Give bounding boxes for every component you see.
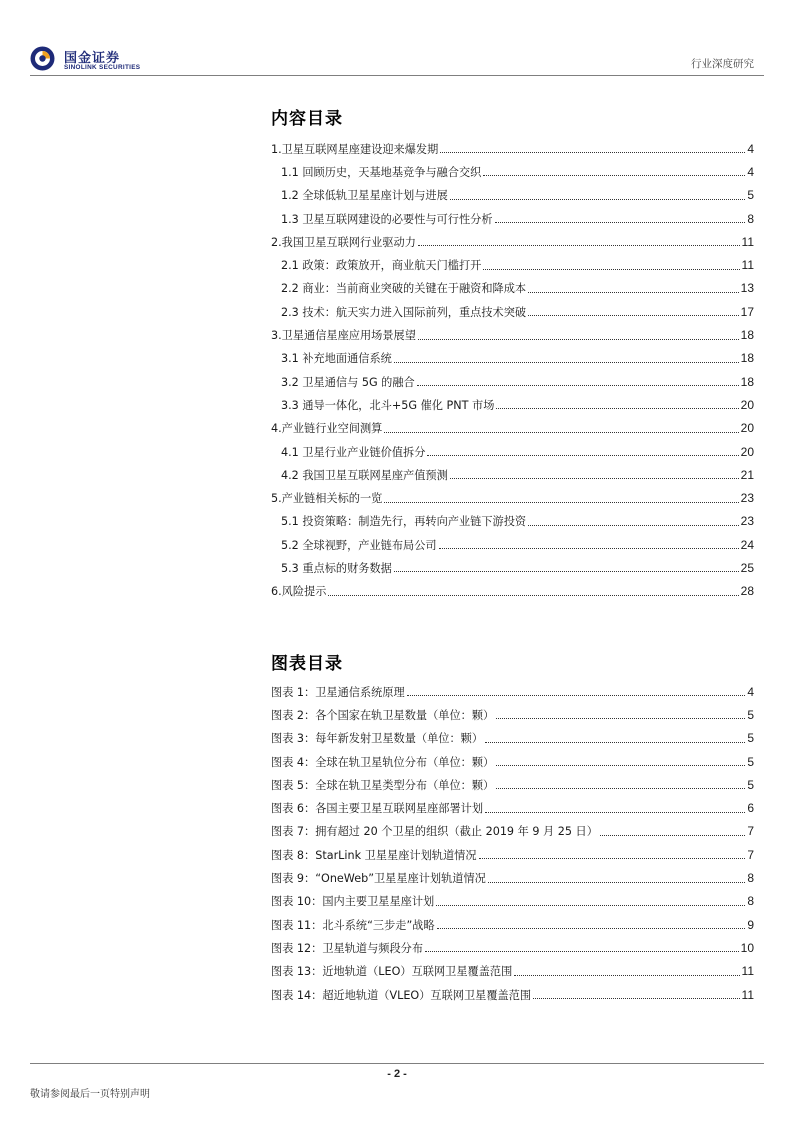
figure-entry-label: 图表 12：卫星轨道与频段分布 xyxy=(271,941,424,955)
toc-entry-page-number: 23 xyxy=(740,491,754,506)
figure-entry[interactable] xyxy=(271,936,754,959)
toc-entry[interactable] xyxy=(271,463,754,486)
dot-leader xyxy=(437,928,746,929)
toc-entry-label: 5.3 重点标的财务数据 xyxy=(281,561,392,575)
dot-leader xyxy=(394,571,739,572)
toc-entry-page-number: 23 xyxy=(740,514,754,529)
dot-leader xyxy=(407,695,746,696)
toc-entry-page-number: 20 xyxy=(740,444,754,459)
company-logo xyxy=(30,46,180,74)
dot-leader xyxy=(496,765,745,766)
toc-entry-page-number: 13 xyxy=(740,281,754,296)
figure-entry[interactable] xyxy=(271,727,754,750)
toc-entry-label: 4.1 卫星行业产业链价值拆分 xyxy=(281,445,426,459)
figure-list-title: 图表目录 xyxy=(271,654,343,674)
dot-leader xyxy=(485,742,745,743)
toc-entry[interactable] xyxy=(271,510,754,533)
figure-entry-page-number: 10 xyxy=(740,940,754,955)
dot-leader xyxy=(600,835,745,836)
toc-entry-label: 5.2 全球视野，产业链布局公司 xyxy=(281,538,437,552)
toc-entry-page-number: 5 xyxy=(747,188,754,203)
toc-entry-page-number: 18 xyxy=(740,351,754,366)
toc-entry-page-number: 18 xyxy=(740,328,754,343)
figure-entry[interactable] xyxy=(271,913,754,936)
toc-entry-label: 3.3 通导一体化，北斗+5G 催化 PNT 市场 xyxy=(281,398,495,412)
figure-entry[interactable] xyxy=(271,703,754,726)
figure-entry[interactable] xyxy=(271,750,754,773)
toc-entry[interactable] xyxy=(271,486,754,509)
dot-leader xyxy=(483,175,745,176)
figure-entry[interactable] xyxy=(271,890,754,913)
toc-entry-page-number: 20 xyxy=(740,397,754,412)
toc-entry-label: 3.1 补充地面通信系统 xyxy=(281,352,392,366)
dot-leader xyxy=(436,905,745,906)
sinolink-logo-icon xyxy=(30,46,55,71)
figure-entry-page-number: 5 xyxy=(747,777,754,792)
figure-entry-label: 图表 2：各个国家在轨卫星数量（单位：颗） xyxy=(271,708,495,722)
dot-leader xyxy=(496,718,745,719)
toc-entry-page-number: 11 xyxy=(741,234,754,249)
figure-entry-page-number: 7 xyxy=(747,847,754,862)
toc-entry[interactable] xyxy=(271,393,754,416)
toc-entry-label: 1.1 回顾历史，天基地基竞争与融合交织 xyxy=(281,165,482,179)
figure-entry-label: 图表 7：拥有超过 20 个卫星的组织（截止 2019 年 9 月 25 日） xyxy=(271,825,598,839)
dot-leader xyxy=(528,315,739,316)
figure-entry-label: 图表 11：北斗系统“三步走”战略 xyxy=(271,918,435,932)
toc-entry-label: 2.1 政策：政策放开，商业航天门槛打开 xyxy=(281,259,482,273)
logo-chinese-name: 国金证券 xyxy=(64,51,121,66)
dot-leader xyxy=(496,408,738,409)
toc-entry-label: 2.3 技术：航天实力进入国际前列，重点技术突破 xyxy=(281,305,527,319)
dot-leader xyxy=(425,951,739,952)
page-header xyxy=(30,40,764,75)
toc-entry[interactable] xyxy=(271,323,754,346)
toc-entry[interactable] xyxy=(271,230,754,253)
dot-leader xyxy=(450,199,746,200)
dot-leader xyxy=(440,152,745,153)
figure-entry[interactable] xyxy=(271,796,754,819)
logo-english-name: SINOLINK SECURITIES xyxy=(64,64,141,71)
figure-entry-page-number: 6 xyxy=(747,801,754,816)
dot-leader xyxy=(485,812,745,813)
dot-leader xyxy=(496,788,745,789)
dot-leader xyxy=(394,362,739,363)
figure-entry-label: 图表 1：卫星通信系统原理 xyxy=(271,685,405,699)
toc-entry[interactable] xyxy=(271,300,754,323)
toc-entry-page-number: 28 xyxy=(740,584,754,599)
toc-entry[interactable] xyxy=(271,440,754,463)
dot-leader xyxy=(384,502,738,503)
dot-leader xyxy=(439,548,739,549)
toc-entry-label: 5.1 投资策略：制造先行，再转向产业链下游投资 xyxy=(281,515,527,529)
toc-entry-label: 4.产业链行业空间测算 xyxy=(271,422,383,436)
dot-leader xyxy=(450,478,739,479)
toc-entry-label: 1.3 卫星互联网建设的必要性与可行性分析 xyxy=(281,212,493,226)
dot-leader xyxy=(427,455,738,456)
header-divider xyxy=(30,75,764,76)
figure-entry-label: 图表 5：全球在轨卫星类型分布（单位：颗） xyxy=(271,778,495,792)
figure-entry-label: 图表 4：全球在轨卫星轨位分布（单位：颗） xyxy=(271,755,495,769)
figure-entry-page-number: 11 xyxy=(741,987,754,1002)
figure-entry[interactable] xyxy=(271,960,754,983)
figure-entry-label: 图表 6：各国主要卫星互联网星座部署计划 xyxy=(271,802,484,816)
figure-entry-page-number: 4 xyxy=(747,684,754,699)
figure-entry[interactable] xyxy=(271,773,754,796)
dot-leader xyxy=(514,975,739,976)
figure-entry-label: 图表 3：每年新发射卫星数量（单位：颗） xyxy=(271,732,484,746)
toc-entry-page-number: 4 xyxy=(747,141,754,156)
dot-leader xyxy=(488,882,745,883)
toc-entry-page-number: 18 xyxy=(740,374,754,389)
dot-leader xyxy=(417,385,739,386)
figure-entry[interactable] xyxy=(271,820,754,843)
dot-leader xyxy=(495,222,746,223)
toc-entry-page-number: 20 xyxy=(740,421,754,436)
toc-entry-label: 1.2 全球低轨卫星星座计划与进展 xyxy=(281,189,448,203)
toc-entry-label: 3.2 卫星通信与 5G 的融合 xyxy=(281,375,415,389)
figure-entry[interactable] xyxy=(271,983,754,1006)
toc-entry-page-number: 24 xyxy=(740,537,754,552)
toc-entry-page-number: 8 xyxy=(747,211,754,226)
figure-entry-page-number: 8 xyxy=(747,894,754,909)
dot-leader xyxy=(528,292,739,293)
figure-entry-page-number: 11 xyxy=(741,964,754,979)
figure-entry-page-number: 5 xyxy=(747,707,754,722)
toc-entry[interactable] xyxy=(271,580,754,603)
toc-title: 内容目录 xyxy=(271,109,343,129)
dot-leader xyxy=(418,339,739,340)
figure-entry-page-number: 8 xyxy=(747,871,754,886)
toc-entry-label: 3.卫星通信星座应用场景展望 xyxy=(271,329,416,343)
toc-entry[interactable] xyxy=(271,556,754,579)
dot-leader xyxy=(328,595,738,596)
toc-entry[interactable] xyxy=(271,277,754,300)
dot-leader xyxy=(418,245,740,246)
disclaimer-text: 敬请参阅最后一页特别声明 xyxy=(30,1089,150,1100)
toc-entry[interactable] xyxy=(271,417,754,440)
toc-entry[interactable] xyxy=(271,347,754,370)
toc-entry[interactable] xyxy=(271,370,754,393)
toc-entry-page-number: 11 xyxy=(741,258,754,273)
toc-entry-label: 6.风险提示 xyxy=(271,585,327,599)
report-type-label: 行业深度研究 xyxy=(691,58,754,70)
toc-entry[interactable] xyxy=(271,160,754,183)
figure-entry-page-number: 5 xyxy=(747,754,754,769)
figure-entry-label: 图表 8：StarLink 卫星星座计划轨道情况 xyxy=(271,848,477,862)
figure-entry[interactable] xyxy=(271,843,754,866)
figure-entry-page-number: 7 xyxy=(747,824,754,839)
figure-entry-label: 图表 14：超近地轨道（VLEO）互联网卫星覆盖范围 xyxy=(271,988,532,1002)
toc-entry-page-number: 25 xyxy=(740,560,754,575)
figure-entry[interactable] xyxy=(271,866,754,889)
dot-leader xyxy=(533,998,739,999)
page-number: - 2 - xyxy=(387,1068,407,1080)
figure-entry-label: 图表 10：国内主要卫星星座计划 xyxy=(271,895,435,909)
figure-entry-page-number: 5 xyxy=(747,731,754,746)
figure-entry-label: 图表 13：近地轨道（LEO）互联网卫星覆盖范围 xyxy=(271,965,513,979)
figure-entry[interactable] xyxy=(271,680,754,703)
dot-leader xyxy=(479,858,746,859)
dot-leader xyxy=(384,432,738,433)
toc-entry-page-number: 17 xyxy=(740,304,754,319)
toc-entry-label: 2.2 商业：当前商业突破的关键在于融资和降成本 xyxy=(281,282,527,296)
toc-entry-label: 2.我国卫星互联网行业驱动力 xyxy=(271,235,416,249)
toc-entry[interactable] xyxy=(271,533,754,556)
toc-entry[interactable] xyxy=(271,253,754,276)
toc-entry-page-number: 21 xyxy=(740,467,754,482)
toc-list xyxy=(271,137,754,603)
dot-leader xyxy=(483,269,739,270)
dot-leader xyxy=(528,525,739,526)
toc-entry-label: 1.卫星互联网星座建设迎来爆发期 xyxy=(271,142,439,156)
footer-divider xyxy=(30,1063,764,1064)
toc-entry-label: 5.产业链相关标的一览 xyxy=(271,492,383,506)
figure-list xyxy=(271,680,754,1006)
toc-entry-label: 4.2 我国卫星互联网星座产值预测 xyxy=(281,468,448,482)
toc-entry[interactable] xyxy=(271,137,754,160)
figure-entry-label: 图表 9：“OneWeb”卫星星座计划轨道情况 xyxy=(271,872,486,886)
figure-entry-page-number: 9 xyxy=(747,917,754,932)
toc-entry-page-number: 4 xyxy=(747,164,754,179)
toc-entry[interactable] xyxy=(271,184,754,207)
toc-entry[interactable] xyxy=(271,207,754,230)
